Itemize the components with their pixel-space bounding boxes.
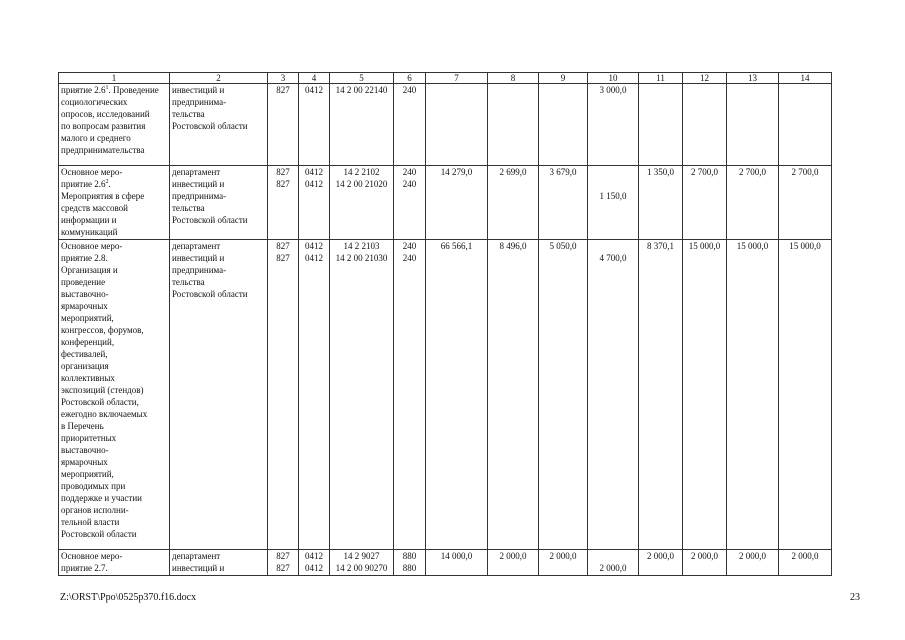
value-cell (539, 166, 588, 240)
rzpr-cell (299, 84, 330, 166)
cell-value: 827 (276, 85, 290, 95)
grbs-cell (268, 550, 299, 576)
value-cell (639, 550, 683, 576)
cell-value (428, 84, 485, 96)
cell-value: 5 050,0 (549, 241, 577, 251)
cell-value: 0412 (305, 253, 323, 263)
csr-cell (330, 240, 394, 550)
value-cell (683, 550, 727, 576)
vr-cell (394, 240, 426, 550)
cell-value: 880 (402, 563, 417, 573)
cell-value: 2 000,0 (691, 551, 718, 561)
cell-value: 2 700,0 (739, 167, 766, 177)
budget-table (58, 72, 832, 576)
cell-value (590, 178, 636, 190)
cell-value: 2 699,0 (499, 167, 527, 177)
col-header: 11 (639, 73, 683, 84)
col-header: 3 (268, 73, 299, 84)
grbs-cell (268, 240, 299, 550)
cell-value: 3 679,0 (549, 167, 577, 177)
value-cell (426, 550, 488, 576)
cell-value: 14 2 00 21030 (335, 253, 388, 263)
cell-value: 827 (276, 563, 290, 573)
vr-cell (394, 550, 426, 576)
page-number: 23 (850, 592, 860, 603)
rzpr-cell (299, 550, 330, 576)
value-cell (426, 166, 488, 240)
cell-value: 0412 (305, 563, 323, 573)
value-cell (588, 166, 639, 240)
col-header: 1 (59, 73, 170, 84)
cell-value: 2 000,0 (549, 551, 577, 561)
header-row (59, 73, 832, 84)
cell-value: 0412 (305, 85, 323, 95)
vr-cell (394, 166, 426, 240)
cell-value: 2 700,0 (791, 167, 819, 177)
cell-value: 827 (276, 253, 290, 263)
cell-value: 827 (276, 179, 290, 189)
cell-value: 14 279,0 (440, 167, 473, 177)
cell-value: 1 150,0 (599, 191, 627, 201)
cell-value: 15 000,0 (736, 241, 769, 251)
cell-value: 14 2 2102 (343, 167, 380, 177)
col-header: 6 (394, 73, 426, 84)
col-header: 4 (299, 73, 330, 84)
cell-value: 240 (402, 179, 417, 189)
cell-value: 880 (402, 551, 417, 561)
value-cell (488, 550, 539, 576)
cell-value (590, 240, 636, 252)
csr-cell (330, 550, 394, 576)
table-row (59, 240, 832, 550)
grbs-cell (268, 166, 299, 240)
cell-value: 240 (402, 241, 417, 251)
cell-value: 8 370,1 (647, 241, 674, 251)
cell-value: 240 (402, 253, 417, 263)
cell-value: 0412 (305, 179, 323, 189)
cell-value: 14 2 00 22140 (335, 85, 388, 95)
value-cell (779, 84, 832, 166)
executor-cell: департамент инвестиций и предпринима- тельства Ростовской области (170, 240, 268, 550)
col-header: 10 (588, 73, 639, 84)
value-cell (588, 240, 639, 550)
value-cell (727, 166, 779, 240)
executor-cell: инвестиций и предпринима- тельства Ростовской области (170, 84, 268, 166)
activity-name-cell: Основное меро- приятие 2.8. Организация и проведение выставочно- ярмарочных мероприятий, конгрессов, форумов, конференций, фестивалей, организация коллективных экспозиций (стендов) Ростовской области, ежегодно включаемых в Перечень приоритетных выставочно- ярмарочных мероприятий, проводимых при поддержке и участии органов исполни- тельной власти Ростовской области (59, 240, 170, 550)
value-cell (426, 240, 488, 550)
col-header: 2 (170, 73, 268, 84)
cell-value: 14 2 00 90270 (335, 563, 388, 573)
value-cell (639, 84, 683, 166)
cell-value: 2 000,0 (791, 551, 819, 561)
value-cell (727, 550, 779, 576)
col-header: 14 (779, 73, 832, 84)
cell-value: 1 350,0 (647, 167, 674, 177)
rzpr-cell (299, 240, 330, 550)
cell-value: 827 (276, 167, 290, 177)
value-cell (639, 240, 683, 550)
value-cell (426, 84, 488, 166)
cell-value: 2 000,0 (599, 563, 627, 573)
cell-value: 0412 (305, 241, 323, 251)
cell-value: 14 2 9027 (343, 551, 380, 561)
cell-value (781, 84, 829, 96)
cell-value (590, 166, 636, 178)
value-cell (683, 166, 727, 240)
col-header: 5 (330, 73, 394, 84)
col-header: 9 (539, 73, 588, 84)
cell-value: 240 (402, 85, 417, 95)
activity-name-cell: Основное меро- приятие $2.6^2$. Мероприятия в сфере средств массовой информации и коммуникаций (59, 166, 170, 240)
value-cell (683, 84, 727, 166)
vr-cell (394, 84, 426, 166)
cell-value (685, 84, 724, 96)
cell-value (490, 84, 536, 96)
cell-value: 827 (276, 551, 290, 561)
value-cell (588, 84, 639, 166)
cell-value: 8 496,0 (499, 241, 527, 251)
cell-value: 15 000,0 (688, 241, 721, 251)
grbs-cell (268, 84, 299, 166)
table-row (59, 166, 832, 240)
cell-value (729, 84, 776, 96)
cell-value: 2 000,0 (647, 551, 674, 561)
cell-value: 240 (402, 167, 417, 177)
value-cell (727, 240, 779, 550)
cell-value (541, 84, 585, 96)
value-cell (539, 550, 588, 576)
cell-value: 2 000,0 (739, 551, 766, 561)
cell-value (641, 84, 680, 96)
value-cell (683, 240, 727, 550)
activity-name-cell: приятие $2.6^1$. Проведение социологических опросов, исследований по вопросам развития малого и среднего предпринимательства (59, 84, 170, 166)
cell-value: 14 2 00 21020 (335, 179, 388, 189)
executor-cell: департамент инвестиций и (170, 550, 268, 576)
csr-cell (330, 166, 394, 240)
value-cell (488, 84, 539, 166)
value-cell (588, 550, 639, 576)
value-cell (779, 240, 832, 550)
value-cell (488, 240, 539, 550)
cell-value: 2 000,0 (499, 551, 527, 561)
table-row (59, 550, 832, 576)
value-cell (727, 84, 779, 166)
value-cell (779, 550, 832, 576)
col-header: 7 (426, 73, 488, 84)
cell-value: 15 000,0 (789, 241, 821, 251)
cell-value: 0412 (305, 551, 323, 561)
cell-value: 827 (276, 241, 290, 251)
value-cell (488, 166, 539, 240)
cell-value: 14 2 2103 (343, 241, 380, 251)
cell-value: 2 700,0 (691, 167, 718, 177)
value-cell (779, 166, 832, 240)
col-header: 12 (683, 73, 727, 84)
value-cell (539, 84, 588, 166)
col-header: 8 (488, 73, 539, 84)
table-row (59, 84, 832, 166)
csr-cell (330, 84, 394, 166)
cell-value: 0412 (305, 167, 323, 177)
cell-value: 3 000,0 (599, 85, 627, 95)
cell-value (590, 550, 636, 562)
value-cell (639, 166, 683, 240)
activity-name-cell: Основное меро- приятие 2.7. (59, 550, 170, 576)
value-cell (539, 240, 588, 550)
col-header: 13 (727, 73, 779, 84)
cell-value: 4 700,0 (599, 253, 627, 263)
footer-filename: Z:\ORST\Ppo\0525p370.f16.docx (60, 592, 197, 603)
cell-value: 14 000,0 (440, 551, 473, 561)
executor-cell: департамент инвестиций и предпринима- тельства Ростовской области (170, 166, 268, 240)
cell-value: 66 566,1 (440, 241, 473, 251)
rzpr-cell (299, 166, 330, 240)
